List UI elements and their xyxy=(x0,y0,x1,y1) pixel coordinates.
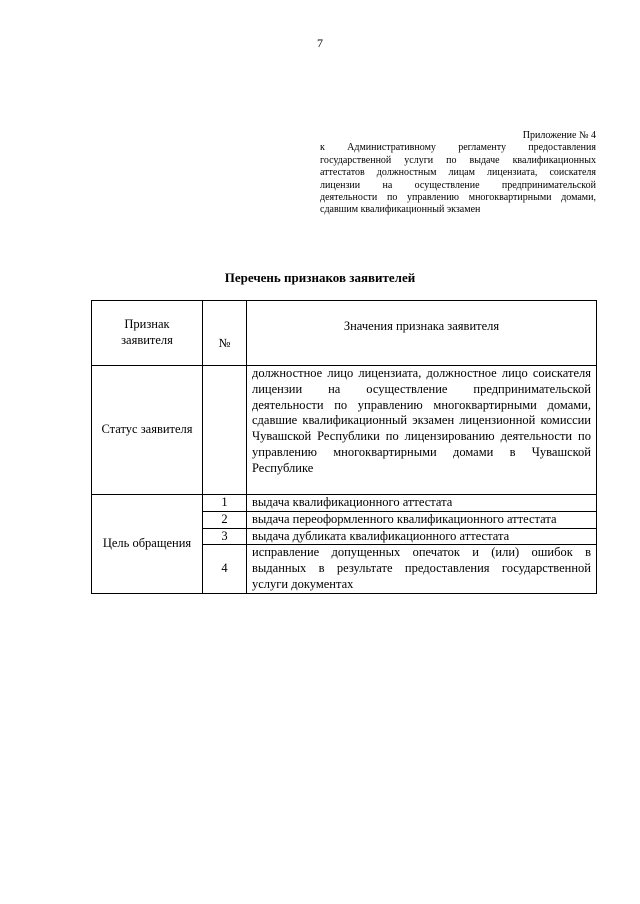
purpose-attribute-cell: Цель обращения xyxy=(92,495,203,594)
page-number: 7 xyxy=(317,36,323,50)
purpose-value-cell: исправление допущенных опечаток и (или) ошибок в выданных в результате предоставления государственной услуги документах xyxy=(247,545,597,593)
header-number: № xyxy=(203,301,247,366)
status-attribute-cell: Статус заявителя xyxy=(92,366,203,495)
purpose-number-cell: 1 xyxy=(203,495,247,512)
purpose-number-cell: 3 xyxy=(203,528,247,545)
purpose-value-cell: выдача дубликата квалификационного аттестата xyxy=(247,528,597,545)
table-row xyxy=(92,366,597,495)
purpose-number-cell: 4 xyxy=(203,545,247,593)
status-value-cell: должностное лицо лицензиата, должностное лицо соискателя лицензии на осуществление предпринимательской деятельности по управлению многоквартирными домами, сдавшие квалификационный экзамен лицензионной комиссии Чувашской Республики по лицензированию деятельности по управлению многоквартирными домами в Чувашской Республике xyxy=(247,366,597,495)
purpose-number-cell: 2 xyxy=(203,511,247,528)
document-title: Перечень признаков заявителей xyxy=(224,270,416,285)
table-row xyxy=(92,495,597,512)
header-attribute: Признак заявителя xyxy=(92,301,203,366)
appendix-body: к Административному регламенту предоставления государственной услуги по выдаче квалификационных аттестатов должностным лицам лицензиата, соискателя лицензии на осуществление предпринимательской деятельности по управлению многоквартирными домами, сдавшим квалификационный экзамен xyxy=(320,142,596,216)
status-number-cell xyxy=(203,366,247,495)
purpose-value-cell: выдача квалификационного аттестата xyxy=(247,495,597,512)
header-values-label: Значения признака заявителя xyxy=(343,319,500,334)
purpose-value-cell: выдача переоформленного квалификационного аттестата xyxy=(247,511,597,528)
table-header-row xyxy=(92,301,597,366)
applicant-attributes-table xyxy=(91,300,597,594)
header-values xyxy=(247,301,597,366)
appendix-header xyxy=(320,130,596,217)
appendix-title: Приложение № 4 xyxy=(522,130,596,141)
